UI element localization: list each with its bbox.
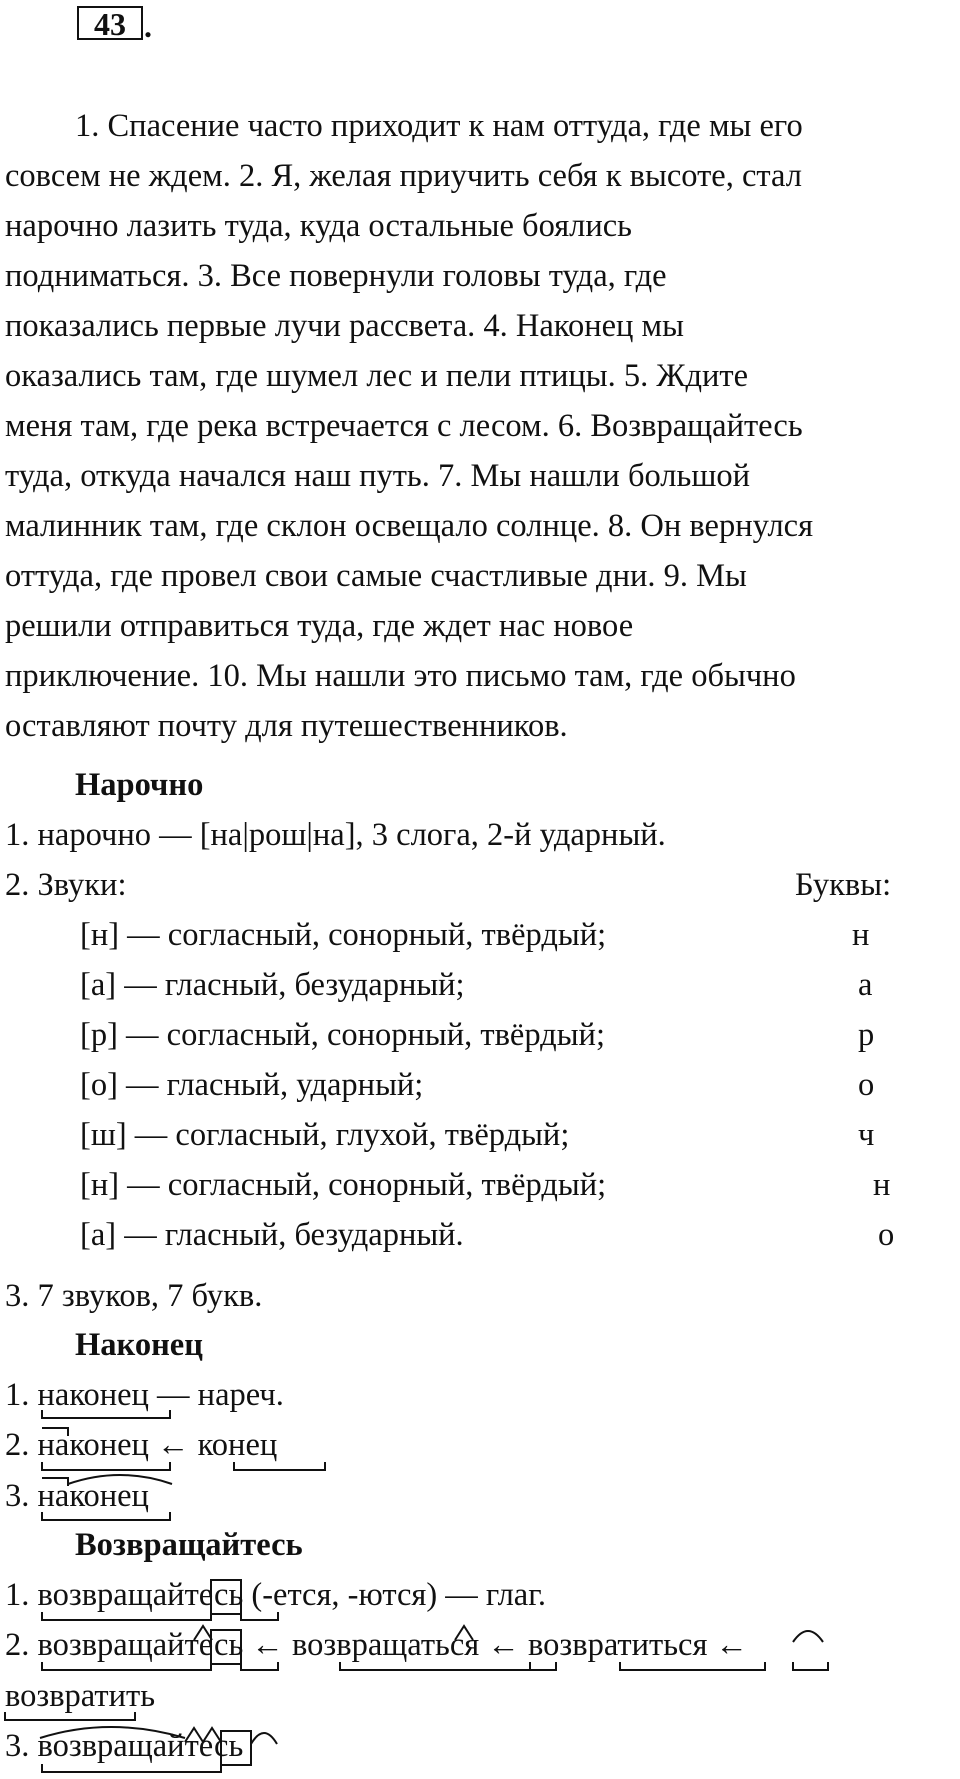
narochno-item-1: 1. нарочно — [на|рош|на], 3 слога, 2-й ударный. (5, 817, 666, 853)
word-vozvrashchaytes: возвращайтесь (37, 1577, 244, 1613)
word-nakonets: наконец (37, 1427, 149, 1463)
word-nakonets: наконец (37, 1478, 149, 1514)
word-vozvrashchatsya: возвращаться (292, 1627, 480, 1663)
section-heading-vozvrashchaytes: Возвращайтесь (75, 1527, 303, 1563)
letter-cell: о (858, 1067, 875, 1103)
narochno-item-3: 3. 7 звуков, 7 букв. (5, 1278, 263, 1314)
paragraph-line: оттуда, где провел свои самые счастливые дни. 9. Мы (5, 558, 747, 594)
vozvrashchaytes-item-1: 1. возвращайтесь (-ется, -ются) — глаг. (5, 1577, 547, 1613)
sound-row: [а] — гласный, безударный. (80, 1217, 464, 1253)
sound-row: [о] — гласный, ударный; (80, 1067, 424, 1103)
section-heading-nakonets: Наконец (75, 1327, 203, 1363)
paragraph-line: 1. Спасение часто приходит к нам оттуда, где мы его (75, 108, 803, 144)
nakonets-item-2: 2. наконец ← конец (5, 1427, 278, 1463)
vozvrashchaytes-item-3: 3. возвращайтесь (5, 1728, 244, 1764)
sound-row: [ш] — согласный, глухой, твёрдый; (80, 1117, 570, 1153)
letter-cell: н (852, 917, 870, 953)
sound-row: [н] — согласный, сонорный, твёрдый; (80, 1167, 607, 1203)
vozvrashchaytes-item-2: 2. возвращайтесь ← возвращаться ← возвратиться ← (5, 1627, 749, 1663)
narochno-letters-label: Буквы: (795, 867, 892, 903)
letter-cell: ч (858, 1117, 875, 1153)
word-vozvratit: возвратить (5, 1678, 156, 1714)
paragraph-line: подниматься. 3. Все повернули головы туда, где (5, 258, 667, 294)
paragraph-line: показались первые лучи рассвета. 4. Наконец мы (5, 308, 684, 344)
word-vozvratitsya: возвратиться (528, 1627, 708, 1663)
exercise-number: 43 (94, 6, 126, 42)
sound-row: [а] — гласный, безударный; (80, 967, 465, 1003)
word-nakonets: наконец (37, 1377, 149, 1413)
exercise-number-dot: . (144, 8, 152, 44)
word-konets: конец (197, 1427, 278, 1463)
paragraph-line: нарочно лазить туда, куда остальные боялись (5, 208, 633, 244)
letter-cell: о (878, 1217, 895, 1253)
exercise-number-box (77, 6, 143, 40)
paragraph-line: совсем не ждем. 2. Я, желая приучить себя к высоте, стал (5, 158, 802, 194)
letter-cell: а (858, 967, 873, 1003)
word-vozvrashchaytes: возвращайтесь (37, 1627, 244, 1663)
letter-cell: н (873, 1167, 891, 1203)
sound-row: [н] — согласный, сонорный, твёрдый; (80, 917, 607, 953)
paragraph-line: туда, откуда начался наш путь. 7. Мы нашли большой (5, 458, 751, 494)
nakonets-item-3: 3. наконец (5, 1478, 149, 1514)
paragraph-line: оказались там, где шумел лес и пели птицы. 5. Ждите (5, 358, 749, 394)
section-heading-narochno: Нарочно (75, 767, 204, 803)
word-vozvrashchaytes: возвращайтесь (37, 1728, 244, 1764)
narochno-sounds-label: 2. Звуки: (5, 867, 127, 903)
sound-row: [р] — согласный, сонорный, твёрдый; (80, 1017, 605, 1053)
paragraph-line: малинник там, где склон освещало солнце. 8. Он вернулся (5, 508, 814, 544)
paragraph-line: меня там, где река встречается с лесом. 6. Возвращайтесь (5, 408, 803, 444)
nakonets-item-1: 1. наконец — нареч. (5, 1377, 284, 1413)
paragraph-line: оставляют почту для путешественников. (5, 708, 568, 744)
letter-cell: р (858, 1017, 875, 1053)
postfix-bracket (793, 1662, 828, 1670)
suffix-arc (251, 1733, 277, 1744)
suffix-arc (793, 1631, 823, 1642)
paragraph-line: приключение. 10. Мы нашли это письмо там, где обычно (5, 658, 796, 694)
paragraph-line: решили отправиться туда, где ждет нас новое (5, 608, 634, 644)
vozvrashchaytes-item-2-cont (5, 1676, 155, 1716)
